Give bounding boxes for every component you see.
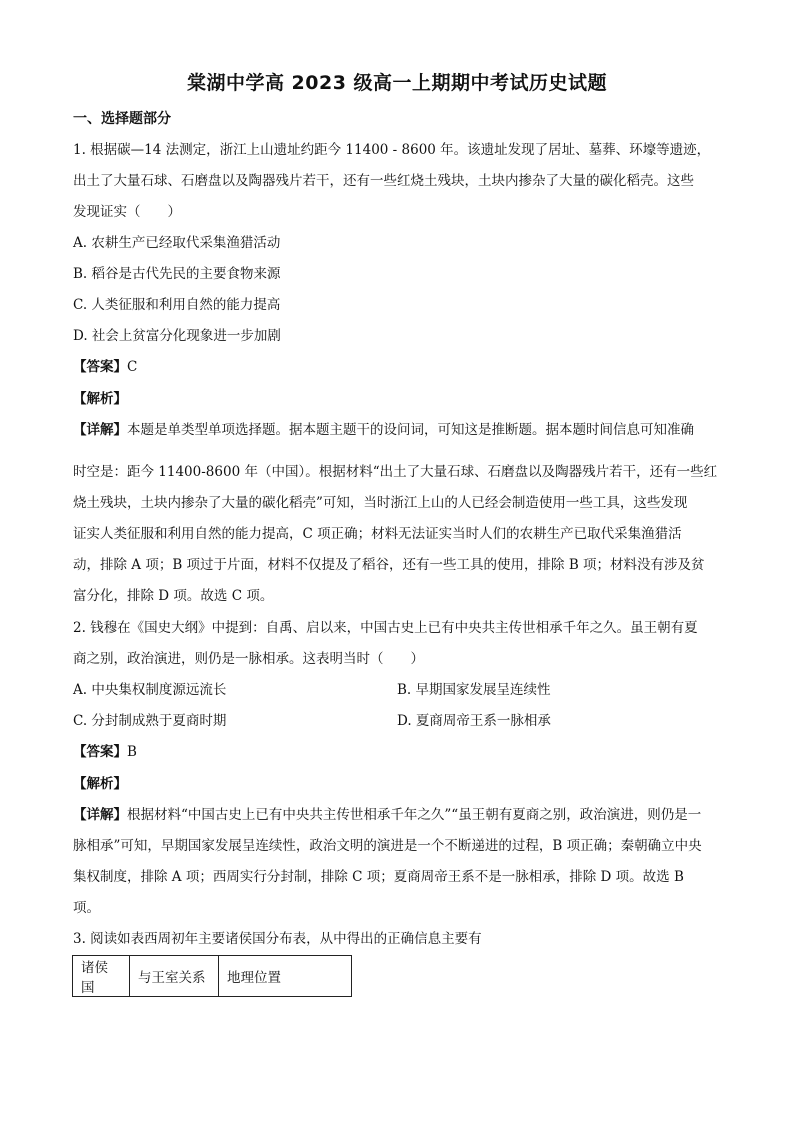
detail-text: 本题是单类型单项选择题。据本题主题干的设问词，可知这是推断题。据本题时间信息可知准确 [127, 422, 694, 438]
q1-option-a: A. 农耕生产已经取代采集渔猎活动 [73, 235, 281, 251]
q2-stem-line: 2. 钱穆在《国史大纲》中提到：自禹、启以来，中国古史上已有中央共主传世相承千年之久。虽王朝有夏 [73, 620, 698, 636]
q1-answer [73, 357, 137, 377]
q2-analysis [73, 774, 127, 794]
feudal-states-table [72, 955, 352, 997]
detail-label: 【详解】 [73, 807, 127, 823]
q2-stem-line: 商之别，政治演进，则仍是一脉相承。这表明当时（ ） [73, 651, 424, 667]
q2-detail-line [73, 805, 701, 825]
answer-value: C [127, 359, 138, 375]
q2-option-c: C. 分封制成熟于夏商时期 [73, 713, 227, 729]
q1-detail-line: 动，排除 A 项；B 项过于片面，材料不仅提及了稻谷，还有一些工具的使用，排除 B 项；材料没有涉及贫 [73, 557, 705, 573]
table-header-cell: 诸侯国 [73, 956, 130, 997]
q3-stem: 3. 阅读如表西周初年主要诸侯国分布表，从中得出的正确信息主要有 [73, 931, 482, 947]
q1-detail-line: 烧土残块，土块内掺杂了大量的碳化稻壳”可知，当时浙江上山的人已经会制造使用一些工具，这些发现 [73, 495, 688, 511]
q1-stem-line: 出土了大量石球、石磨盘以及陶器残片若干，还有一些红烧土残块，土块内掺杂了大量的碳化稻壳。这些 [73, 173, 694, 189]
q2-answer [73, 742, 137, 762]
q1-detail-line: 时空是：距今 11400-8600 年（中国）。根据材料“出土了大量石球、石磨盘以及陶器残片若干，还有一些红 [73, 464, 718, 480]
q2-option-b: B. 早期国家发展呈连续性 [397, 682, 551, 698]
analysis-label: 【解析】 [73, 776, 127, 792]
q1-stem-line: 发现证实（ ） [73, 204, 181, 220]
q1-option-c: C. 人类征服和利用自然的能力提高 [73, 297, 281, 313]
answer-value: B [127, 744, 137, 760]
answer-label: 【答案】 [73, 744, 127, 760]
q2-detail-line: 集权制度，排除 A 项；西周实行分封制，排除 C 项；夏商周帝王系不是一脉相承，排除 D 项。故选 B [73, 869, 684, 885]
q1-option-b: B. 稻谷是古代先民的主要食物来源 [73, 266, 281, 282]
detail-label: 【详解】 [73, 422, 127, 438]
q1-analysis [73, 389, 127, 409]
table-header-cell: 与王室关系 [130, 956, 219, 997]
detail-text: 根据材料“中国古史上已有中央共主传世相承千年之久”“虽王朝有夏商之别，政治演进，则仍是一 [127, 807, 702, 823]
answer-label: 【答案】 [73, 359, 127, 375]
page-title: 棠湖中学高 2023 级高一上期期中考试历史试题 [186, 72, 608, 94]
q2-detail-line: 脉相承”可知，早期国家发展呈连续性，政治文明的演进是一个不断递进的过程，B 项正确；秦朝确立中央 [73, 838, 702, 854]
q1-detail-line: 证实人类征服和利用自然的能力提高，C 项正确；材料无法证实当时人们的农耕生产已取代采集渔猎活 [73, 526, 682, 542]
q1-detail-line: 富分化，排除 D 项。故选 C 项。 [73, 588, 274, 604]
q2-detail-line: 项。 [73, 900, 100, 916]
section-heading: 一、选择题部分 [73, 111, 171, 127]
q1-detail-line [73, 420, 694, 440]
q2-option-d: D. 夏商周帝王系一脉相承 [397, 713, 551, 729]
q2-option-a: A. 中央集权制度源远流长 [73, 682, 227, 698]
table-header-cell: 地理位置 [219, 956, 352, 997]
analysis-label: 【解析】 [73, 391, 127, 407]
table-header-row [73, 956, 352, 997]
q1-option-d: D. 社会上贫富分化现象进一步加剧 [73, 328, 281, 344]
q1-stem-line: 1. 根据碳—14 法测定，浙江上山遗址约距今 11400 - 8600 年。该遗址发现了居址、墓葬、环壕等遗迹， [73, 142, 711, 158]
